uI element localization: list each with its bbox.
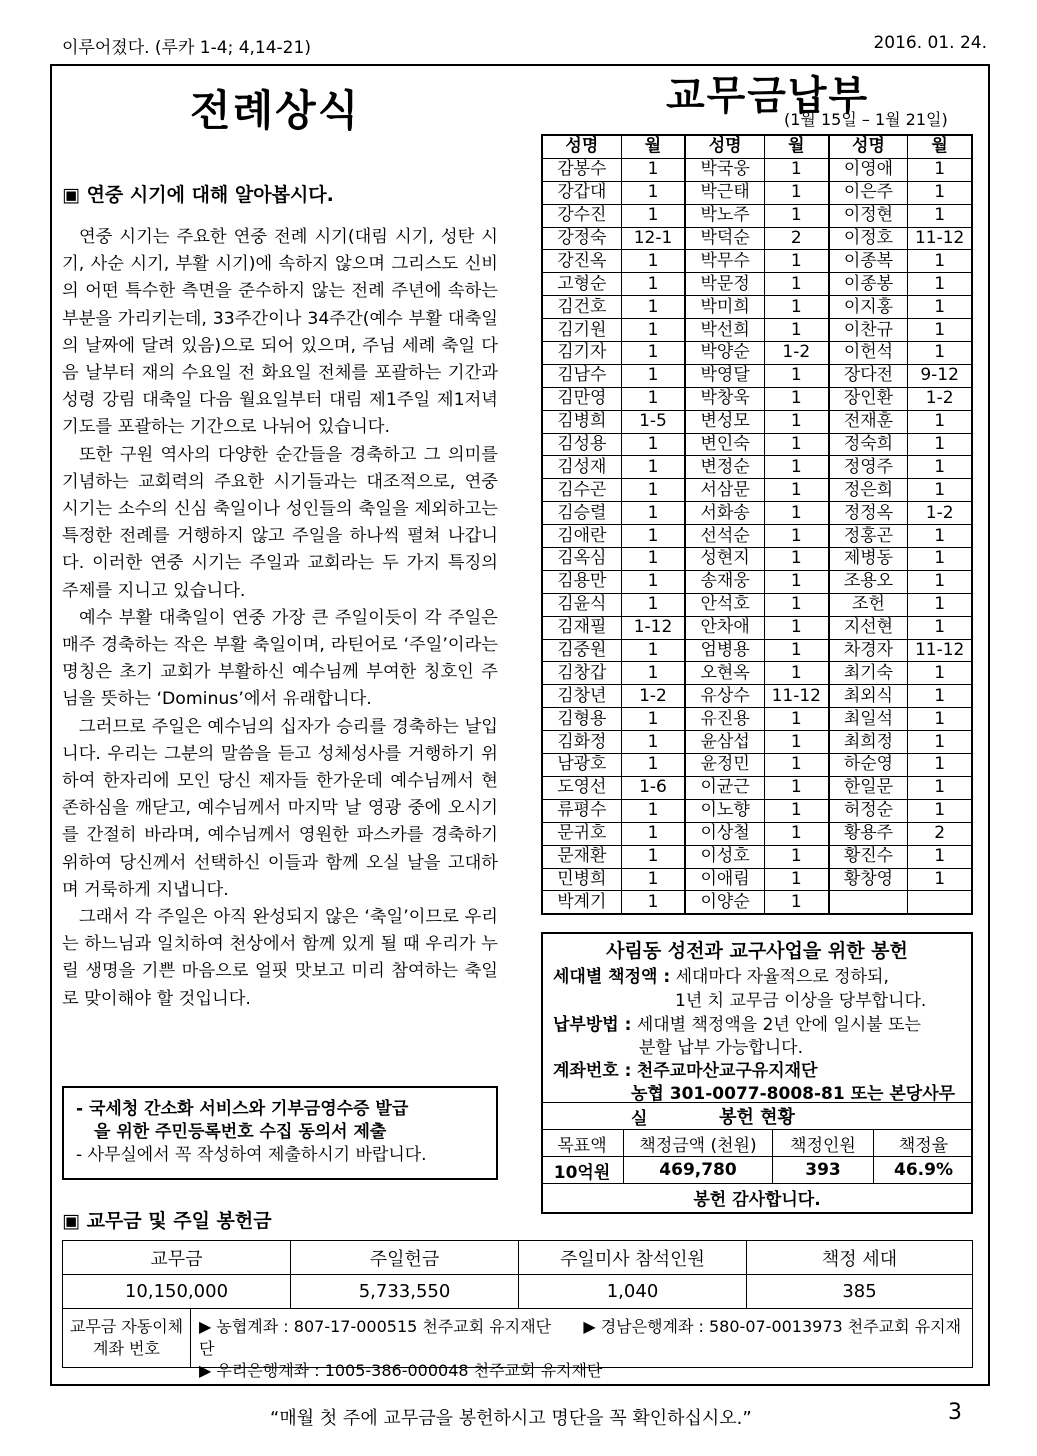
table-row — [542, 891, 972, 914]
roster-month: 1 — [621, 364, 685, 387]
roster-name: 장인환 — [829, 387, 908, 410]
roster-name: 서화송 — [685, 502, 764, 525]
dues-roster-table — [541, 134, 973, 915]
roster-name: 엄병용 — [685, 639, 764, 662]
roster-month: 1 — [621, 891, 685, 914]
roster-name: 안차애 — [685, 616, 764, 639]
roster-month: 1 — [764, 525, 828, 548]
roster-month: 1 — [621, 868, 685, 891]
status-header: 책정율 — [874, 1130, 974, 1157]
roster-name: 김용만 — [542, 570, 621, 593]
article-body — [62, 224, 498, 1013]
table-row — [542, 845, 972, 868]
roster-name: 강진옥 — [542, 250, 621, 273]
roster-name: 전재훈 — [829, 410, 908, 433]
finance-value: 10,150,000 — [63, 1275, 291, 1309]
offering-text: 1년 치 교무금 이상을 당부합니다. — [675, 991, 927, 1011]
roster-name: 김만영 — [542, 387, 621, 410]
roster-name: 김애란 — [542, 525, 621, 548]
notice-box — [62, 1086, 498, 1180]
roster-month: 1 — [908, 548, 972, 571]
status-header: 책정금액 (천원) — [624, 1130, 773, 1157]
roster-month: 1 — [621, 433, 685, 456]
table-row — [542, 685, 972, 708]
roster-month: 11-12 — [764, 685, 828, 708]
table-row — [542, 776, 972, 799]
roster-name: 최일석 — [829, 708, 908, 731]
roster-name: 황진수 — [829, 845, 908, 868]
roster-name: 김기원 — [542, 319, 621, 342]
notice-line: 을 위한 주민등록번호 수집 동의서 제출 — [94, 1122, 387, 1142]
table-row — [542, 364, 972, 387]
account-woori: ▶ 우리은행계좌 : 1005-386-000048 천주교회 유지재단 — [199, 1361, 603, 1380]
roster-month: 1 — [764, 616, 828, 639]
offering-box — [541, 932, 973, 1214]
roster-name: 박계기 — [542, 891, 621, 914]
roster-name: 김창년 — [542, 685, 621, 708]
roster-name: 김윤식 — [542, 593, 621, 616]
roster-month: 1 — [908, 845, 972, 868]
roster-month: 1 — [908, 319, 972, 342]
roster-name: 박선희 — [685, 319, 764, 342]
roster-month: 1 — [908, 181, 972, 204]
roster-name: 이찬규 — [829, 319, 908, 342]
table-row — [542, 525, 972, 548]
roster-month: 1 — [908, 731, 972, 754]
header-date: 2016. 01. 24. — [873, 33, 987, 53]
table-row — [542, 342, 972, 365]
roster-month: 9-12 — [908, 364, 972, 387]
roster-name: 강수진 — [542, 204, 621, 227]
roster-name: 선석순 — [685, 525, 764, 548]
roster-name: 한일문 — [829, 776, 908, 799]
offering-text: 세대별 책정액을 2년 안에 일시불 또는 — [636, 1015, 921, 1035]
roster-month: 1 — [621, 456, 685, 479]
offering-text: 분할 납부 가능합니다. — [639, 1038, 804, 1058]
dues-section-title: 교무금납부 — [666, 73, 870, 119]
header-scripture: 이루어졌다. (루카 1-4; 4,14-21) — [62, 38, 311, 58]
roster-month: 1 — [908, 250, 972, 273]
roster-name: 김병희 — [542, 410, 621, 433]
roster-month: 1 — [621, 181, 685, 204]
liturgy-section-title: 전례상식 — [190, 86, 361, 135]
offering-thanks: 봉헌 감사합니다. — [541, 1184, 973, 1211]
roster-month: 1 — [621, 502, 685, 525]
roster-month: 1 — [621, 731, 685, 754]
roster-month: 1 — [908, 479, 972, 502]
roster-month: 1 — [908, 593, 972, 616]
roster-month: 1-12 — [621, 616, 685, 639]
roster-name: 변정순 — [685, 456, 764, 479]
roster-name: 송재웅 — [685, 570, 764, 593]
roster-name: 이상철 — [685, 822, 764, 845]
table-row — [542, 502, 972, 525]
roster-name: 하순영 — [829, 754, 908, 777]
table-row — [542, 204, 972, 227]
status-value: 393 — [773, 1157, 874, 1184]
roster-name: 이노향 — [685, 799, 764, 822]
roster-name: 제병동 — [829, 548, 908, 571]
roster-col-month: 월 — [908, 135, 972, 158]
article-paragraph: 그러므로 주일은 예수님의 십자가 승리를 경축하는 날입니다. 우리는 그분의 말씀을 듣고 성체성사를 거행하기 위하여 한자리에 모인 당신 제자들 한가운데 예수님께서 현존하심을 깨닫고, 예수님께서 마지막 날 영광 중에 오시기를 간절히 바라며, 예수님께서 영원한 파스카를 경축하기 위하여 당신께서 선택하신 이들과 함께 오실 날을 고대하며 거룩하게 지냅니다. — [62, 716, 498, 900]
roster-month: 2 — [764, 227, 828, 250]
roster-month: 1 — [621, 845, 685, 868]
table-row — [542, 662, 972, 685]
offering-account-number: 농협 301-0077-8008-81 또는 본당사무실 — [631, 1084, 956, 1129]
roster-month: 1 — [908, 273, 972, 296]
roster-month: 1 — [908, 868, 972, 891]
roster-month: 1 — [764, 296, 828, 319]
roster-month: 1 — [764, 868, 828, 891]
roster-name: 김건호 — [542, 296, 621, 319]
roster-month: 1 — [764, 204, 828, 227]
table-row — [542, 433, 972, 456]
roster-name: 박양순 — [685, 342, 764, 365]
roster-month: 1-2 — [764, 342, 828, 365]
roster-month: 1 — [764, 410, 828, 433]
roster-month: 1 — [764, 319, 828, 342]
roster-name: 정홍곤 — [829, 525, 908, 548]
roster-month: 1 — [621, 822, 685, 845]
roster-month: 1-2 — [908, 502, 972, 525]
finance-value: 1,040 — [519, 1275, 747, 1309]
roster-month: 1 — [621, 479, 685, 502]
roster-month: 1 — [764, 364, 828, 387]
account-label-line: 계좌 번호 — [93, 1339, 160, 1358]
roster-month: 1 — [621, 296, 685, 319]
roster-name: 민병희 — [542, 868, 621, 891]
roster-month: 1 — [621, 708, 685, 731]
roster-name: 안석호 — [685, 593, 764, 616]
table-row — [542, 799, 972, 822]
roster-month: 1 — [621, 799, 685, 822]
roster-name: 김중원 — [542, 639, 621, 662]
account-kyongnam: ▶ 경남은행계좌 : 580-07-0013973 천주교회 유지재단 — [199, 1317, 962, 1358]
page-number: 3 — [948, 1400, 962, 1425]
roster-name: 박근태 — [685, 181, 764, 204]
roster-name: 김기자 — [542, 342, 621, 365]
roster-month: 1 — [764, 570, 828, 593]
roster-col-name: 성명 — [685, 135, 764, 158]
roster-month: 1 — [621, 342, 685, 365]
roster-month: 1 — [908, 616, 972, 639]
roster-name: 박창욱 — [685, 387, 764, 410]
roster-name: 이종복 — [829, 250, 908, 273]
roster-month: 1 — [908, 158, 972, 181]
table-row — [542, 708, 972, 731]
table-row — [542, 273, 972, 296]
roster-name: 김옥심 — [542, 548, 621, 571]
roster-name: 정은희 — [829, 479, 908, 502]
roster-name: 박덕순 — [685, 227, 764, 250]
status-value: 46.9% — [874, 1157, 974, 1184]
status-header: 목표액 — [541, 1130, 624, 1157]
roster-month: 1 — [621, 319, 685, 342]
article-paragraph: 연중 시기는 주요한 연중 전례 시기(대림 시기, 성탄 시기, 사순 시기, 부활 시기)에 속하지 않으며 그리스도 신비의 어떤 특수한 측면을 준수하지 않는 전례 주년에 속하는 부분을 가리키는데, 33주간이나 34주간(예수 부활 대축일의 날짜에 달려 있음)으로 되어 있으며, 주님 세례 축일 다음 날부터 재의 수요일 전 화요일 전체를 포괄하는 기간과 성령 강림 대축일 다음 월요일부터 대림 제1주일 제1저녁 기도를 포괄하는 기간으로 나뉘어 있습니다. — [62, 227, 498, 438]
roster-col-month: 월 — [621, 135, 685, 158]
roster-name: 김형용 — [542, 708, 621, 731]
table-row — [542, 822, 972, 845]
roster-month: 2 — [908, 822, 972, 845]
roster-month: 1 — [908, 662, 972, 685]
roster-month: 1 — [764, 158, 828, 181]
roster-month: 1 — [621, 158, 685, 181]
roster-month: 1 — [621, 639, 685, 662]
roster-month: 1 — [908, 776, 972, 799]
roster-name: 황용주 — [829, 822, 908, 845]
roster-month: 11-12 — [908, 227, 972, 250]
table-row — [542, 593, 972, 616]
finance-table — [62, 1240, 973, 1309]
roster-month: 1 — [621, 593, 685, 616]
roster-month: 1 — [764, 754, 828, 777]
roster-name: 윤정민 — [685, 754, 764, 777]
roster-name: 김창갑 — [542, 662, 621, 685]
roster-name: 김화정 — [542, 731, 621, 754]
roster-name — [829, 891, 908, 914]
roster-month: 1 — [908, 456, 972, 479]
roster-month: 1 — [908, 685, 972, 708]
roster-name: 박문정 — [685, 273, 764, 296]
roster-month: 1 — [908, 570, 972, 593]
roster-name: 박무수 — [685, 250, 764, 273]
roster-month: 1 — [908, 204, 972, 227]
roster-name: 문재환 — [542, 845, 621, 868]
roster-month: 1 — [908, 708, 972, 731]
roster-month: 11-12 — [908, 639, 972, 662]
status-title: 봉헌 현황 — [541, 1103, 973, 1130]
offering-label: 계좌번호 : — [553, 1061, 632, 1081]
offering-label: 납부방법 : — [553, 1015, 632, 1035]
roster-name: 문귀호 — [542, 822, 621, 845]
roster-month: 1 — [621, 754, 685, 777]
roster-month: 1 — [908, 799, 972, 822]
roster-name: 도영선 — [542, 776, 621, 799]
roster-name: 유상수 — [685, 685, 764, 708]
roster-month: 1-6 — [621, 776, 685, 799]
roster-month: 1 — [908, 433, 972, 456]
finance-header: 책정 세대 — [747, 1241, 973, 1275]
roster-month: 1 — [764, 731, 828, 754]
finance-header: 교무금 — [63, 1241, 291, 1275]
offering-account-name: 천주교마산교구유지재단 — [636, 1061, 818, 1081]
roster-month: 1 — [764, 845, 828, 868]
table-row — [542, 754, 972, 777]
table-row — [542, 456, 972, 479]
article-paragraph: 그래서 각 주일은 아직 완성되지 않은 ‘축일’이므로 우리는 하느님과 일치하여 천상에서 함께 있게 될 때 우리가 누릴 생명을 기쁜 마음으로 얼핏 맛보고 미리 참여하는 축일로 맞이해야 할 것입니다. — [62, 907, 498, 1009]
roster-name: 이정현 — [829, 204, 908, 227]
roster-name: 이성호 — [685, 845, 764, 868]
roster-name: 이애림 — [685, 868, 764, 891]
roster-name: 조헌 — [829, 593, 908, 616]
roster-col-name: 성명 — [829, 135, 908, 158]
roster-month: 1 — [621, 273, 685, 296]
table-row — [542, 639, 972, 662]
roster-month: 1 — [764, 891, 828, 914]
table-row — [542, 570, 972, 593]
roster-name: 박영달 — [685, 364, 764, 387]
roster-name: 이지홍 — [829, 296, 908, 319]
roster-name: 고형순 — [542, 273, 621, 296]
table-row — [542, 181, 972, 204]
roster-month: 1 — [764, 181, 828, 204]
offering-text: 세대마다 자율적으로 정하되, — [675, 967, 889, 987]
roster-name: 정정옥 — [829, 502, 908, 525]
roster-month: 1 — [764, 479, 828, 502]
roster-month: 1 — [764, 593, 828, 616]
roster-name: 변인숙 — [685, 433, 764, 456]
account-nonghyup: ▶ 농협계좌 : 807-17-000515 천주교회 유지재단 — [199, 1317, 552, 1336]
roster-name: 김성용 — [542, 433, 621, 456]
roster-month: 1 — [764, 822, 828, 845]
roster-month: 1 — [621, 250, 685, 273]
roster-month: 1 — [764, 456, 828, 479]
table-row — [542, 868, 972, 891]
roster-name: 황창영 — [829, 868, 908, 891]
roster-name: 이균근 — [685, 776, 764, 799]
roster-name: 이헌석 — [829, 342, 908, 365]
account-label-line: 교무금 자동이체 — [69, 1317, 184, 1336]
roster-month: 1 — [764, 433, 828, 456]
roster-name: 류평수 — [542, 799, 621, 822]
article-heading: ▣ 연중 시기에 대해 알아봅시다. — [62, 184, 334, 206]
roster-name: 최기숙 — [829, 662, 908, 685]
roster-month: 1 — [764, 250, 828, 273]
roster-name: 정영주 — [829, 456, 908, 479]
roster-month: 12-1 — [621, 227, 685, 250]
roster-name: 장다전 — [829, 364, 908, 387]
roster-name: 허정순 — [829, 799, 908, 822]
notice-line: - 사무실에서 꼭 작성하여 제출하시기 바랍니다. — [76, 1145, 427, 1165]
roster-month: 1 — [621, 204, 685, 227]
roster-name: 김승렬 — [542, 502, 621, 525]
dues-period: (1월 15일 – 1월 21일) — [784, 110, 948, 129]
roster-name: 성현지 — [685, 548, 764, 571]
roster-month — [908, 891, 972, 914]
footer-quote: “매월 첫 주에 교무금을 봉헌하시고 명단을 꼭 확인하십시오.” — [270, 1408, 752, 1429]
roster-name: 이정호 — [829, 227, 908, 250]
finance-header: 주일헌금 — [291, 1241, 519, 1275]
roster-name: 최외식 — [829, 685, 908, 708]
table-row — [542, 616, 972, 639]
roster-month: 1 — [621, 548, 685, 571]
roster-month: 1-2 — [908, 387, 972, 410]
roster-month: 1-5 — [621, 410, 685, 433]
account-lines — [199, 1316, 972, 1382]
roster-name: 남광호 — [542, 754, 621, 777]
roster-name: 지선현 — [829, 616, 908, 639]
roster-month: 1-2 — [621, 685, 685, 708]
article-paragraph: 또한 구원 역사의 다양한 순간들을 경축하고 그 의미를 기념하는 교회력의 주요한 시기들과는 대조적으로, 연중 시기는 소수의 신심 축일이나 성인들의 축일을 제외하고는 특정한 전례를 거행하지 않고 주일을 하나씩 펼쳐 나갑니다. 이러한 연중 시기는 주일과 교회라는 두 가지 특징의 주제를 지니고 있습니다. — [62, 444, 498, 601]
roster-month: 1 — [764, 639, 828, 662]
roster-name: 이양순 — [685, 891, 764, 914]
roster-name: 강정숙 — [542, 227, 621, 250]
roster-name: 박노주 — [685, 204, 764, 227]
roster-name: 이은주 — [829, 181, 908, 204]
table-row — [542, 250, 972, 273]
roster-name: 이영애 — [829, 158, 908, 181]
roster-name: 박미희 — [685, 296, 764, 319]
roster-name: 차경자 — [829, 639, 908, 662]
roster-month: 1 — [908, 525, 972, 548]
offering-status-table — [541, 1102, 973, 1210]
table-row — [542, 731, 972, 754]
table-row — [542, 410, 972, 433]
roster-month: 1 — [621, 570, 685, 593]
article-paragraph: 예수 부활 대축일이 연중 가장 큰 주일이듯이 각 주일은 매주 경축하는 작은 부활 축일이며, 라틴어로 ‘주일’이라는 명칭은 초기 교회가 부활하신 예수님께 부여한 칭호인 주님을 뜻하는 ‘Dominus’에서 유래합니다. — [62, 607, 498, 710]
table-row — [542, 296, 972, 319]
roster-month: 1 — [764, 776, 828, 799]
roster-month: 1 — [764, 662, 828, 685]
roster-month: 1 — [764, 502, 828, 525]
roster-month: 1 — [621, 525, 685, 548]
roster-name: 김수곤 — [542, 479, 621, 502]
roster-name: 변성모 — [685, 410, 764, 433]
roster-month: 1 — [764, 273, 828, 296]
finance-header: 주일미사 참석인원 — [519, 1241, 747, 1275]
table-row — [542, 387, 972, 410]
roster-name: 강갑대 — [542, 181, 621, 204]
roster-name: 오현옥 — [685, 662, 764, 685]
roster-name: 김남수 — [542, 364, 621, 387]
roster-name: 정숙희 — [829, 433, 908, 456]
account-label — [63, 1308, 191, 1367]
roster-name: 감봉수 — [542, 158, 621, 181]
notice-line: - 국세청 간소화 서비스와 기부금영수증 발급 — [76, 1099, 409, 1119]
roster-month: 1 — [908, 342, 972, 365]
roster-name: 조용오 — [829, 570, 908, 593]
roster-col-name: 성명 — [542, 135, 621, 158]
roster-month: 1 — [621, 387, 685, 410]
status-header: 책정인원 — [773, 1130, 874, 1157]
offering-title: 사림동 성전과 교구사업을 위한 봉헌 — [606, 940, 908, 962]
table-row — [542, 479, 972, 502]
status-value: 469,780 — [624, 1157, 773, 1184]
roster-month: 1 — [621, 662, 685, 685]
account-info-box — [62, 1308, 973, 1380]
finance-value: 5,733,550 — [291, 1275, 519, 1309]
roster-month: 1 — [764, 799, 828, 822]
roster-header-row — [542, 135, 972, 158]
table-row — [542, 319, 972, 342]
roster-name: 서삼문 — [685, 479, 764, 502]
finance-value: 385 — [747, 1275, 973, 1309]
offering-label: 세대별 책정액 : — [553, 967, 671, 987]
roster-name: 이종봉 — [829, 273, 908, 296]
roster-month: 1 — [764, 548, 828, 571]
table-row — [542, 548, 972, 571]
finance-heading: ▣ 교무금 및 주일 봉헌금 — [62, 1210, 272, 1232]
roster-month: 1 — [764, 387, 828, 410]
roster-name: 김재필 — [542, 616, 621, 639]
roster-col-month: 월 — [764, 135, 828, 158]
table-row — [542, 158, 972, 181]
status-value: 10억원 — [541, 1157, 624, 1184]
roster-name: 박국웅 — [685, 158, 764, 181]
roster-name: 유진용 — [685, 708, 764, 731]
table-row — [542, 227, 972, 250]
roster-month: 1 — [908, 410, 972, 433]
roster-name: 윤삼섭 — [685, 731, 764, 754]
roster-month: 1 — [908, 296, 972, 319]
roster-month: 1 — [764, 708, 828, 731]
roster-month: 1 — [908, 754, 972, 777]
roster-name: 김성재 — [542, 456, 621, 479]
roster-name: 최희정 — [829, 731, 908, 754]
